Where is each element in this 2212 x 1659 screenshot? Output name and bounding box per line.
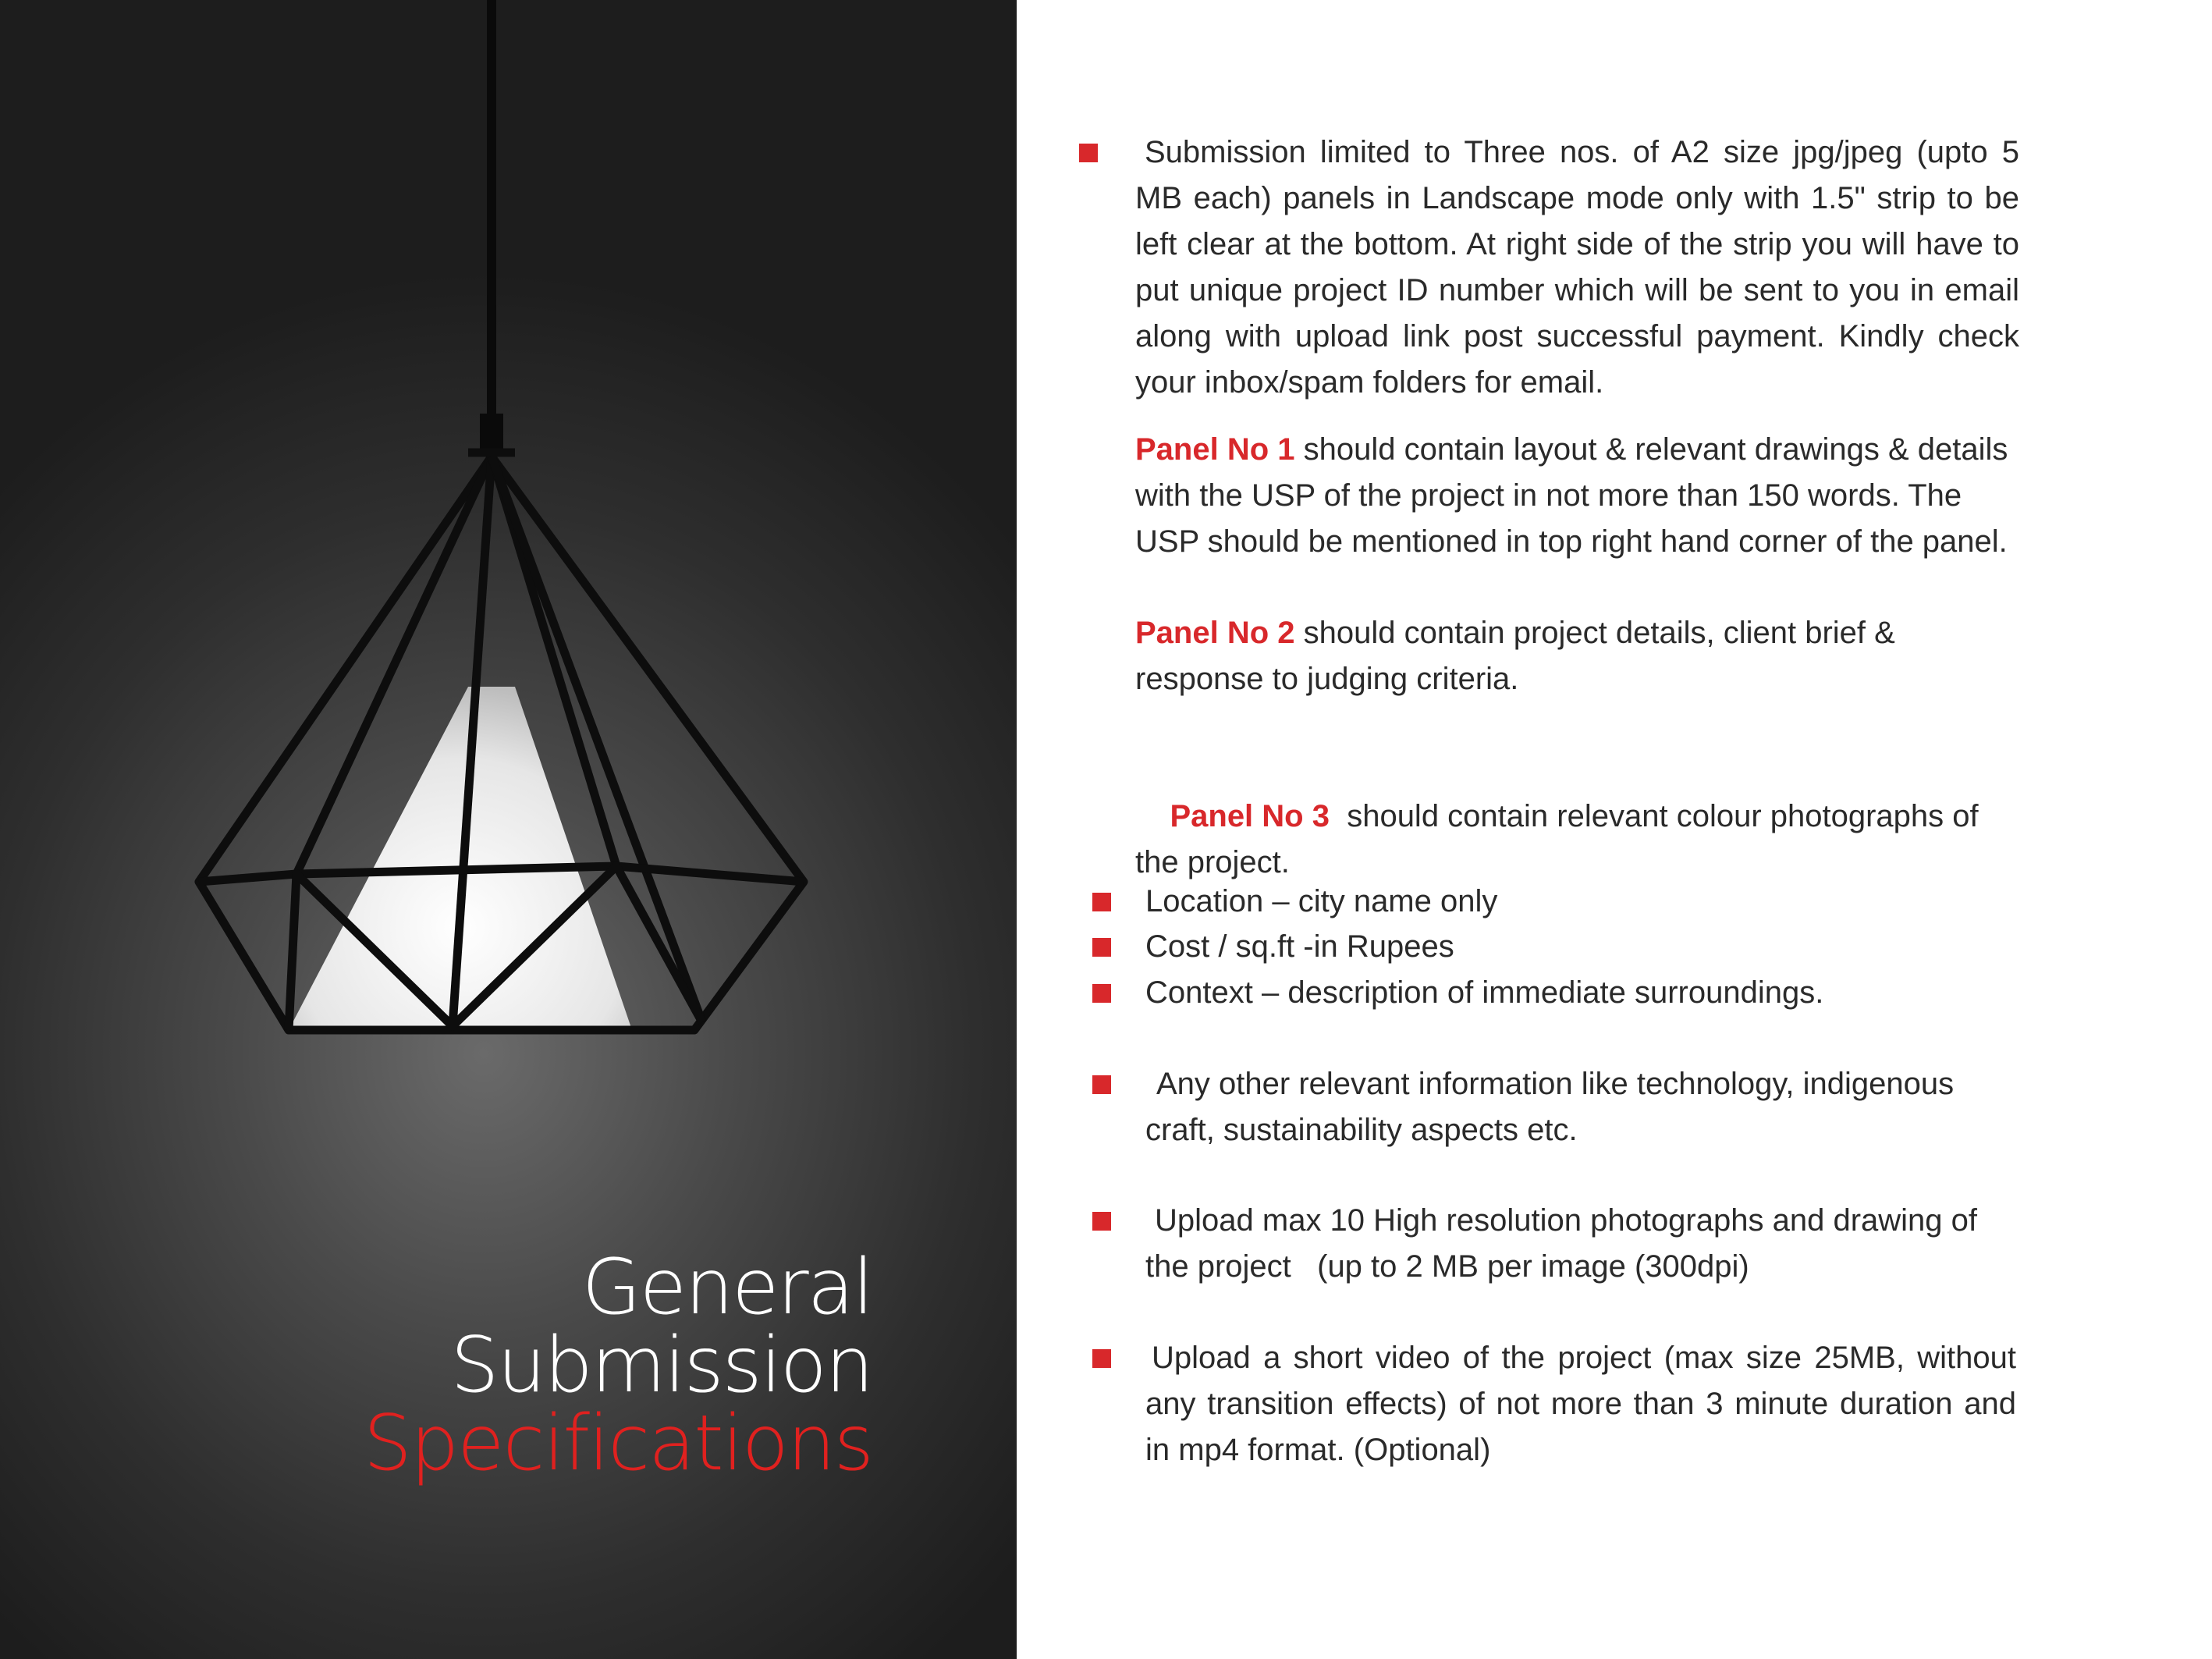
bullet-icon: [1092, 938, 1111, 957]
bullet-icon: [1092, 1349, 1111, 1368]
spec-video: Upload a short video of the project (max size 25MB, without any transition effects) of not more than 3 minute duration and in mp4 format. (Optional): [1145, 1341, 2016, 1467]
bullet-icon: [1092, 984, 1111, 1003]
heading-line-general: General: [581, 1243, 872, 1332]
bullet-icon: [1079, 144, 1098, 162]
spec-cost: Cost / sq.ft -in Rupees: [1145, 929, 1454, 964]
panel-1-label: Panel No 1: [1135, 432, 1295, 467]
heading-line-submission: Submission: [450, 1321, 872, 1410]
specifications-list: [1017, 0, 2212, 1659]
bullet-icon: [1092, 893, 1111, 911]
section-heading: [363, 1243, 872, 1488]
panel-3-text: should contain relevant colour photographs of the project.: [1135, 799, 1987, 879]
heading-line-specifications: Specifications: [363, 1399, 872, 1488]
spec-context: Context – description of immediate surroundings.: [1145, 975, 1824, 1010]
spec-photographs: Upload max 10 High resolution photographs and drawing of the project (up to 2 MB per image (300dpi): [1145, 1203, 1987, 1284]
spec-location: Location – city name only: [1145, 884, 1498, 918]
panel-3-label: Panel No 3: [1170, 799, 1330, 833]
panel-2-label: Panel No 2: [1135, 616, 1295, 650]
panel-2-text: should contain project details, client brief & response to judging criteria.: [1135, 616, 1895, 696]
spec-other-info: Any other relevant information like technology, indigenous craft, sustainability aspects etc.: [1145, 1067, 1955, 1147]
bullet-icon: [1092, 1075, 1111, 1094]
spec-submission-limit: Submission limited to Three nos. of A2 size jpg/jpeg (upto 5 MB each) panels in Landscape mode only with 1.5" strip to be left clear at the bottom. At right side of the strip you will have to put unique project ID number which will be sent to you in email along with upload link post successful payment. Kindly check your inbox/spam folders for email.: [1135, 135, 2019, 400]
panel-1-description: [1135, 427, 2025, 565]
lamp-photo-panel: [0, 0, 1017, 1659]
panel-1-text: should contain layout & relevant drawings & details with the USP of the project in not more than 150 words. The USP should be mentioned in top right hand corner of the panel.: [1135, 432, 2008, 559]
bullet-icon: [1092, 1212, 1111, 1231]
panel-2-description: [1135, 610, 2025, 702]
